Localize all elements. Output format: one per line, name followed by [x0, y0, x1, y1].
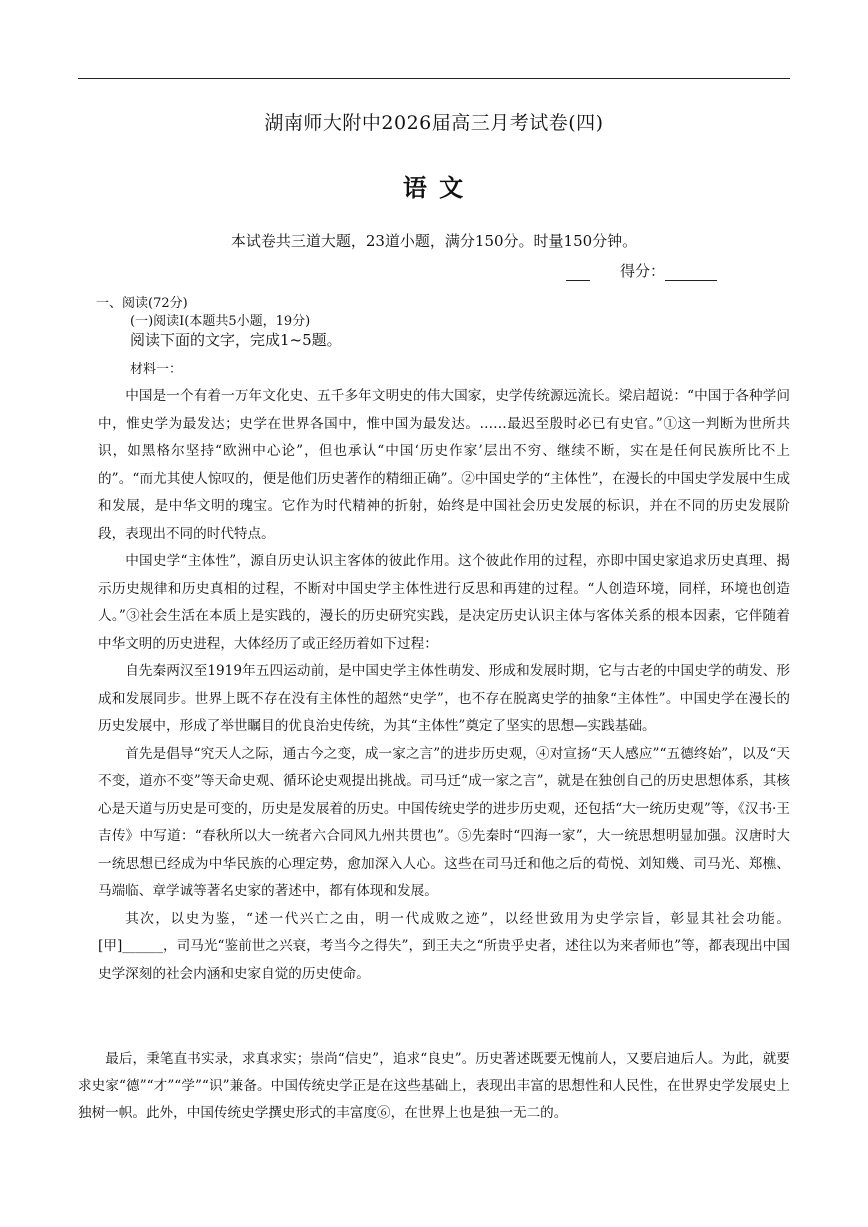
header-rule	[78, 78, 790, 79]
exam-info: 本试卷共三道大题，23道小题，满分150分。时量150分钟。	[230, 232, 638, 250]
paragraph-final: 最后，秉笔直书实录，求真求实；崇尚“信史”，追求“良史”。历史著述既要无愧前人，又要启迪后人。为此，就要求史家“德”“才”“学”“识”兼备。中国传统史学正是在这些基础上，表现出丰富的思想性和人民性，在世界史学发展史上独树一帜。此外，中国传统史学撰史形式的丰富度⑥，在世界上也是独一无二的。	[78, 1051, 790, 1121]
paragraph: 中国史学“主体性”，源自历史认识主客体的彼此作用。这个彼此作用的过程，亦即中国史家追求历史真理、揭示历史规律和历史真相的过程，不断对中国史学主体性进行反思和再建的过程。“人创造环境，同样，环境也创造人。”③社会生活在本质上是实践的，漫长的历史研究实践，是决定历史认识主体与客体关系的根本因素，它伴随着中华文明的历史进程，大体经历了或正经历着如下过程：	[98, 553, 790, 652]
paragraph: 中国是一个有着一万年文化史、五千多年文明史的伟大国家，史学传统源远流长。梁启超说：“中国于各种学问中，惟史学为最发达；史学在世界各国中，惟中国为最发达。……最迟至殷时必已有史官。”①这一判断为世所共识，如黑格尔坚持“欧洲中心论”，但也承认“中国‘历史作家’层出不穷、继续不断，实在是任何民族所比不上的”。“而尤其使人惊叹的，便是他们历史著作的精细正确”。②中国史学的“主体性”，在漫长的中国史学发展中生成和发展，是中华文明的瑰宝。它作为时代精神的折射，始终是中国社会历史发展的标识，并在不同的历史发展阶段，表现出不同的时代特点。	[98, 388, 790, 542]
name-blank[interactable]	[566, 264, 590, 281]
material-label: 材料一：	[130, 362, 183, 377]
paragraph: 其次，以史为鉴，“述一代兴亡之由，明一代成败之迹”，以经世致用为史学宗旨，彰显其社会功能。[甲]______，司马光“鉴前世之兴衰，考当今之得失”，到王夫之“所贵乎史者，述往以为来者师也”等，都表现出中国史学深刻的社会内涵和史家自觉的历史使命。	[98, 910, 790, 982]
score-blank[interactable]	[665, 264, 717, 281]
reading-instruction: 阅读下面的文字，完成1~5题。	[130, 331, 342, 349]
exam-title: 湖南师大附中2026届高三月考试卷(四)	[264, 112, 604, 134]
subsection-title: (一)阅读Ⅰ(本题共5小题，19分)	[130, 314, 311, 329]
score-label: 得分：	[620, 262, 666, 280]
section-title: 一、阅读(72分)	[96, 296, 188, 311]
subject-title: 语 文	[402, 173, 466, 202]
paragraph: 首先是倡导“究天人之际，通古今之变，成一家之言”的进步历史观，④对宣扬“天人感应”“五德终始”，以及“天不变，道亦不变”等天命史观、循环论史观提出挑战。司马迁“成一家之言”，就是在独创自己的历史思想体系，其核心是天道与历史是可变的，历史是发展着的历史。中国传统史学的进步历史观，还包括“大一统历史观”等，《汉书·王吉传》中写道：“春秋所以大一统者六合同风九州共贯也”。⑤先秦时“四海一家”，大一统思想明显加强。汉唐时大一统思想已经成为中华民族的心理定势，愈加深入人心。这些在司马迁和他之后的荀悦、刘知幾、司马光、郑樵、马端临、章学诚等著名史家的著述中，都有体现和发展。	[98, 745, 790, 899]
score-row	[566, 260, 717, 281]
paragraph: 自先秦两汉至1919年五四运动前，是中国史学主体性萌发、形成和发展时期，它与古老的中国史学的萌发、形成和发展同步。世界上既不存在没有主体性的超然“史学”，也不存在脱离史学的抽象“主体性”。中国史学在漫长的历史发展中，形成了举世瞩目的优良治史传统，为其“主体性”奠定了坚实的思想—实践基础。	[98, 663, 790, 734]
passage-body	[98, 383, 790, 988]
